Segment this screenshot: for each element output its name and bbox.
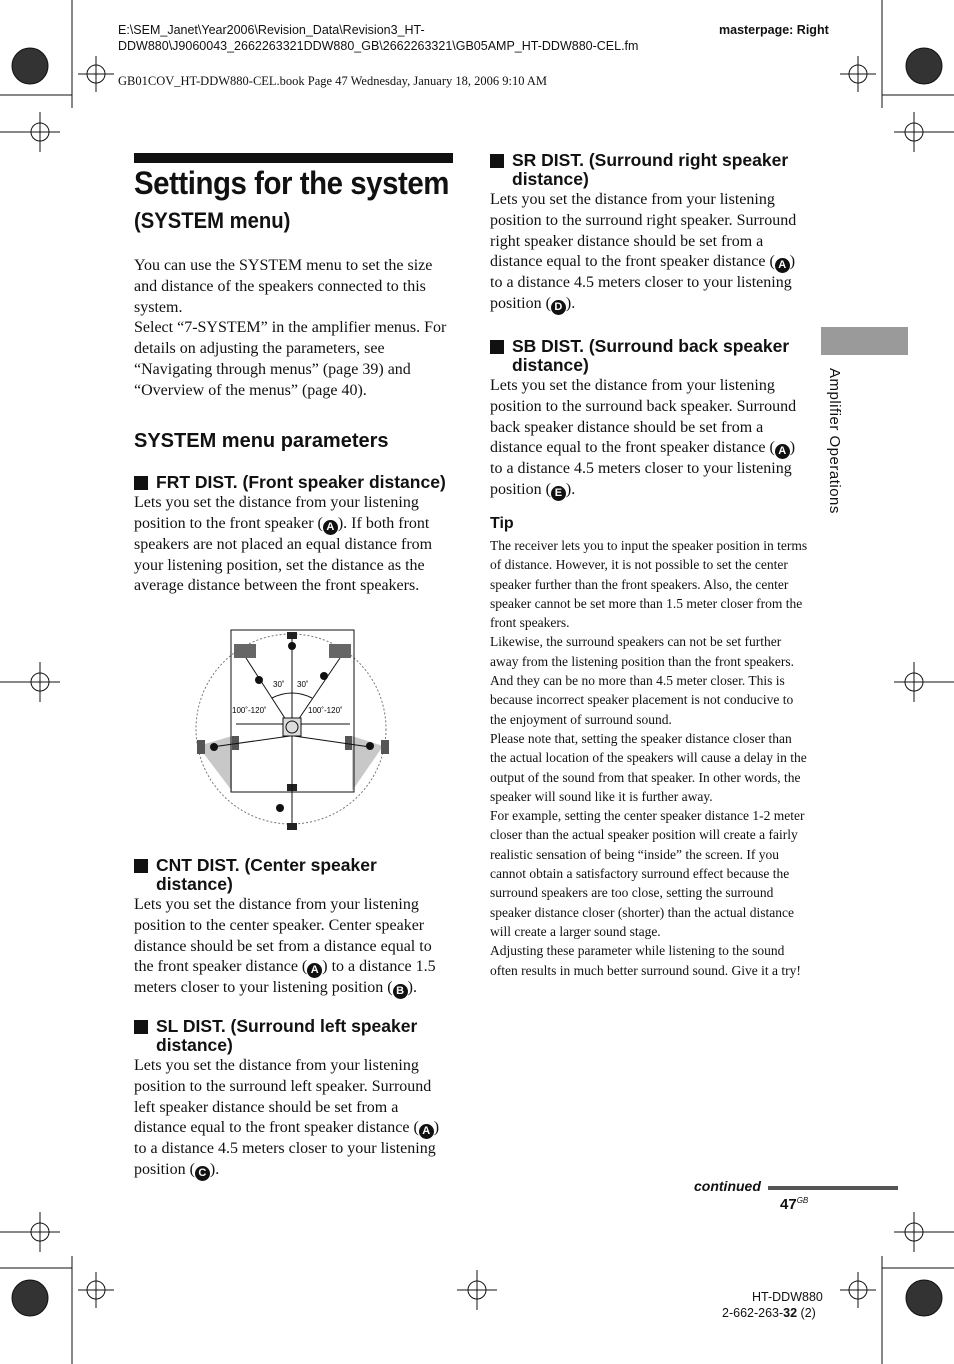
marker-a-icon: A xyxy=(775,258,790,273)
sl-heading: SL DIST. (Surround left speaker distance) xyxy=(134,1017,452,1055)
sb-text: Lets you set the distance from your listening position to the surround back speaker. Surround back speaker distance should be set from a distance equal to the front speaker distance ( A ) to a distance 4.5 meters closer to your listening position ( E ). xyxy=(490,377,797,500)
range-left-label: 100˚-120˚ xyxy=(232,706,267,715)
tip-text xyxy=(490,536,808,980)
square-bullet-icon xyxy=(134,1020,148,1034)
tip-heading: Tip xyxy=(490,515,514,532)
sl-section xyxy=(134,1017,452,1181)
marker-d-icon: D xyxy=(551,300,566,315)
angle-right-label: 30˚ xyxy=(297,680,309,689)
sb-heading: SB DIST. (Surround back speaker distance) xyxy=(490,337,810,375)
side-tab xyxy=(821,327,908,355)
tip-paragraph-3: Please note that, setting the speaker distance closer than the actual location of the speakers will cause a delay in the output of the sound from that speaker. In other words, the speaker will sound like it is further away. xyxy=(490,730,807,804)
angle-left-label: 30˚ xyxy=(273,680,285,689)
square-bullet-icon xyxy=(490,340,504,354)
marker-a-icon: A xyxy=(775,444,790,459)
cnt-text: Lets you set the distance from your listening position to the center speaker. Center speaker distance should be set from a distance equal to the front speaker distance ( A ) to a distance 1.5 meters closer to your listening position ( B ). xyxy=(134,896,436,998)
page-title: Settings for the system xyxy=(134,165,449,201)
marker-e-icon: E xyxy=(551,486,566,501)
page-number: $47^{GB}$ xyxy=(780,1196,809,1213)
square-bullet-icon xyxy=(490,154,504,168)
frt-heading: FRT DIST. (Front speaker distance) xyxy=(134,473,452,492)
side-tab-label: Amplifier Operations xyxy=(826,368,843,514)
marker-c-icon: C xyxy=(195,1166,210,1181)
square-bullet-icon xyxy=(134,476,148,490)
marker-b-icon: B xyxy=(393,984,408,999)
continued-bar xyxy=(768,1186,898,1190)
title-bar xyxy=(134,153,453,163)
file-path-line1: E:\SEM_Janet\Year2006\Revision_Data\Revision3_HT- xyxy=(118,23,425,37)
section-heading: SYSTEM menu parameters xyxy=(134,430,389,452)
sr-section xyxy=(490,151,810,315)
part-number: 2-662-263-32 (2) xyxy=(722,1306,816,1320)
cnt-section xyxy=(134,856,452,999)
frt-text: Lets you set the distance from your listening position to the front speaker ( A ). If both front speakers are not placed an equal distance from your listening position, set the distance as the average distance between the front speakers. xyxy=(134,494,433,595)
marker-a-icon: A xyxy=(307,963,322,978)
tip-paragraph-1: The receiver lets you to input the speaker position in terms of distance. However, it is not possible to set the center speaker further than the front speakers. Also, the center speaker cannot be set more than 1.5 meter closer from the front speakers. xyxy=(490,538,808,631)
marker-a-icon: A xyxy=(323,520,338,535)
book-info: GB01COV_HT-DDW880-CEL.book Page 47 Wednesday, January 18, 2006 9:10 AM xyxy=(118,74,548,88)
range-right-label: 100˚-120˚ xyxy=(308,706,343,715)
speaker-diagram xyxy=(190,626,400,836)
tip-paragraph-5: Adjusting these parameter while listening to the sound often results in much better surround sound. Give it a try! xyxy=(490,943,801,978)
sr-text: Lets you set the distance from your listening position to the surround right speaker. Surround right speaker distance should be set from a distance equal to the front speaker distance ( A ) to a distance 4.5 meters closer to your listening position ( D ). xyxy=(490,191,797,314)
marker-a-icon: A xyxy=(419,1124,434,1139)
sl-text: Lets you set the distance from your listening position to the surround left speaker. Surround left speaker distance should be set from a distance equal to the front speaker distance ( A ) to a distance 4.5 meters closer to your listening position ( C ). xyxy=(134,1057,440,1180)
square-bullet-icon xyxy=(134,859,148,873)
page-suffix: GB xyxy=(796,1196,809,1205)
file-path-line2: DDW880\J9060043_2662263321DDW880_GB\2662263321\GB05AMP_HT-DDW880-CEL.fm xyxy=(118,39,639,53)
cnt-heading: CNT DIST. (Center speaker distance) xyxy=(134,856,452,894)
sr-heading: SR DIST. (Surround right speaker distance) xyxy=(490,151,810,189)
intro xyxy=(134,256,452,402)
tip-paragraph-2: Likewise, the surround speakers can not be set further away from the listening position than the front speakers. And they can be no more than 4.5 meter closer. This is because incorrect speaker placement is not conducive to the enjoyment of surround sound. xyxy=(490,634,795,727)
masterpage-label: masterpage: Right xyxy=(719,23,829,37)
sb-section xyxy=(490,337,810,501)
tip-paragraph-4: For example, setting the center speaker distance 1-2 meter closer than the actual speaker position will create a fairly realistic sensation of being “inside” the screen. If you cannot obtain a satisfactory surround effect because the surround speakers are too close, setting the surround speaker distance closer (shorter) than the actual distance will create a larger sound stage. xyxy=(490,808,805,939)
frt-section xyxy=(134,473,452,597)
file-path xyxy=(118,22,698,54)
intro-paragraph-2: Select “7-SYSTEM” in the amplifier menus. For details on adjusting the parameters, see “Navigating through menus” (page 39) and “Overview of the menus” (page 40). xyxy=(134,319,447,399)
page-subtitle: (SYSTEM menu) xyxy=(134,208,291,233)
intro-paragraph-1: You can use the SYSTEM menu to set the size and distance of the speakers connected to this system. xyxy=(134,257,433,316)
model-number: HT-DDW880 xyxy=(752,1290,823,1304)
continued-label: continued xyxy=(694,1178,761,1194)
